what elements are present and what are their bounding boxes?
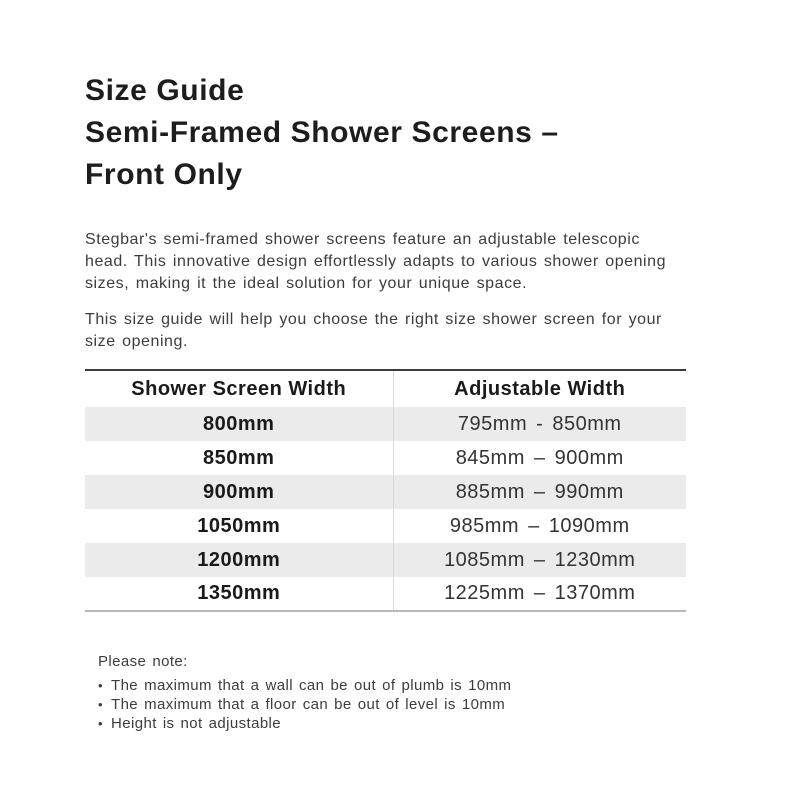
note-item [98,695,686,714]
table-row [85,577,686,611]
column-header-screen-width: Shower Screen Width [85,370,393,407]
notes-list [98,676,686,733]
bullet-icon: • [98,678,103,693]
table-row [85,509,686,543]
intro-paragraph-1: Stegbar's semi-framed shower screens feature an adjustable telescopic head. This innovative design effortlessly adapts to various shower opening sizes, making it the ideal solution for your unique space. [85,231,667,292]
table-row [85,475,686,509]
adjustable-width-value: 885mm – 990mm [393,475,686,509]
screen-width-value: 1200mm [197,548,281,571]
bullet-icon: • [98,697,103,712]
bullet-icon: • [98,716,103,731]
intro-paragraph-2: This size guide will help you choose the right size shower screen for your size opening. [85,311,662,350]
size-guide-document [85,0,686,733]
page-title-line-3: Front Only [85,158,243,191]
page-title [85,70,686,196]
notes-heading: Please note: [98,653,188,670]
adjustable-width-value: 795mm - 850mm [393,407,686,441]
notes-section [98,652,686,733]
screen-width-value: 900mm [203,480,275,503]
size-table-header-row [85,370,686,407]
note-item [98,676,686,695]
page-title-line-2: Semi-Framed Shower Screens – [85,116,559,149]
note-item [98,714,686,733]
note-item-text: The maximum that a floor can be out of level is 10mm [111,696,506,713]
table-row [85,441,686,475]
screen-width-value: 850mm [203,446,275,469]
screen-width-value: 800mm [203,412,275,435]
table-row [85,543,686,577]
page-title-line-1: Size Guide [85,74,245,107]
table-row [85,407,686,441]
note-item-text: Height is not adjustable [111,715,282,732]
size-table [85,369,686,612]
screen-width-value: 1050mm [197,514,281,537]
adjustable-width-value: 1085mm – 1230mm [393,543,686,577]
adjustable-width-value: 845mm – 900mm [393,441,686,475]
screen-width-value: 1350mm [197,582,281,604]
note-item-text: The maximum that a wall can be out of plumb is 10mm [111,677,512,694]
column-header-adjustable-width: Adjustable Width [393,370,686,407]
adjustable-width-value: 985mm – 1090mm [393,509,686,543]
adjustable-width-value: 1225mm – 1370mm [393,577,686,611]
